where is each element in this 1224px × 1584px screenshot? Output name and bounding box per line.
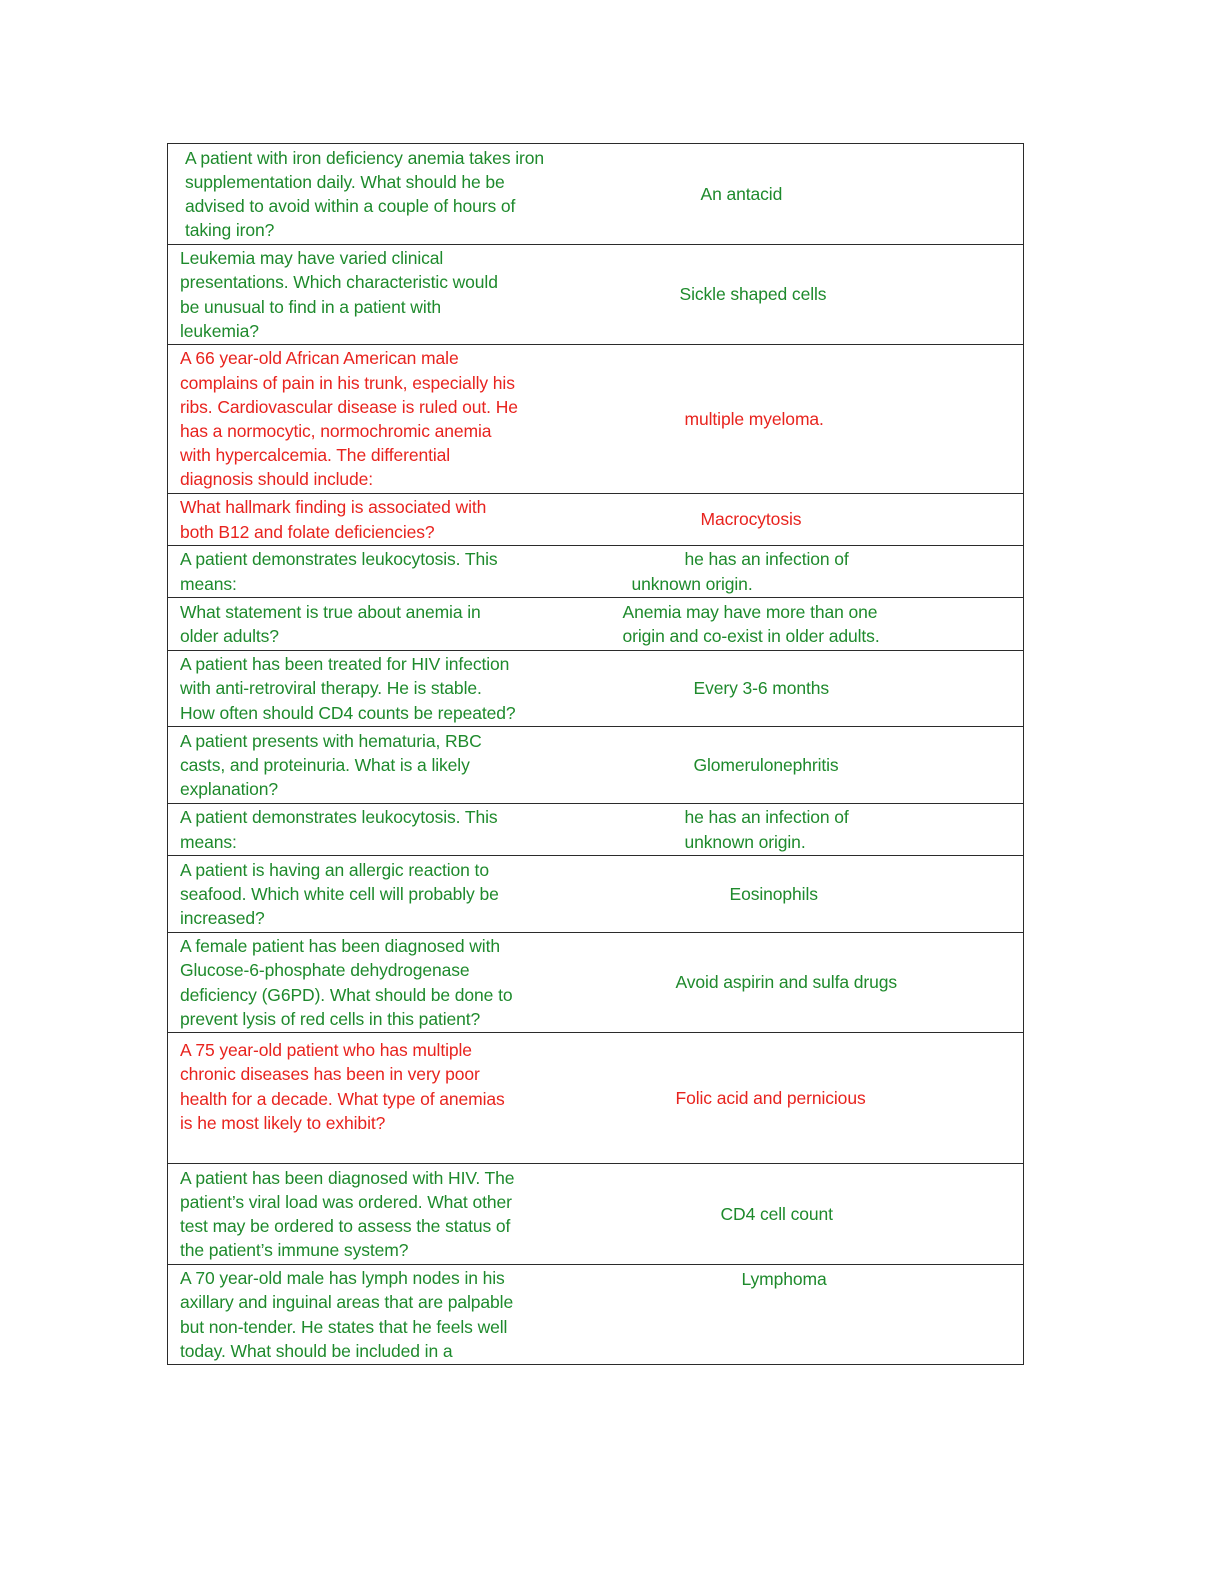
table-row — [168, 598, 1024, 651]
question-cell: A patient presents with hematuria, RBC casts, and proteinuria. What is a likely explanation? — [168, 727, 612, 804]
question-cell: A patient has been diagnosed with HIV. The patient’s viral load was ordered. What other test may be ordered to assess the status of the patient’s immune system? — [168, 1164, 612, 1265]
question-cell: A patient is having an allergic reaction to seafood. Which white cell will probably be increased? — [168, 856, 612, 933]
table-row — [168, 727, 1024, 804]
table-row — [168, 856, 1024, 933]
question-cell: A patient has been treated for HIV infection with anti-retroviral therapy. He is stable. How often should CD4 counts be repeated? — [168, 651, 612, 727]
answer-cell: Glomerulonephritis — [612, 727, 1024, 804]
answer-cell: Folic acid and pernicious — [612, 1033, 1024, 1164]
answer-cell: Every 3-6 months — [612, 651, 1024, 727]
answer-cell: Macrocytosis — [612, 494, 1024, 546]
answer-cell: CD4 cell count — [612, 1164, 1024, 1265]
answer-cell: multiple myeloma. — [612, 345, 1024, 494]
answer-cell: An antacid — [612, 144, 1024, 245]
answer-cell: he has an infection of unknown origin. — [612, 546, 1024, 598]
table-row — [168, 546, 1024, 598]
answer-cell: Avoid aspirin and sulfa drugs — [612, 933, 1024, 1033]
answer-cell: Eosinophils — [612, 856, 1024, 933]
table-row — [168, 1164, 1024, 1265]
question-cell: A patient demonstrates leukocytosis. This means: — [168, 804, 612, 856]
question-cell: What hallmark finding is associated with both B12 and folate deficiencies? — [168, 494, 612, 546]
answer-cell: he has an infection of unknown origin. — [612, 804, 1024, 856]
table-row — [168, 651, 1024, 727]
answer-cell: Anemia may have more than one origin and co-exist in older adults. — [612, 598, 1024, 651]
question-cell: A 75 year-old patient who has multiple chronic diseases has been in very poor health for a decade. What type of anemias is he most likely to exhibit? — [168, 1033, 612, 1164]
table-row — [168, 345, 1024, 494]
question-cell: Leukemia may have varied clinical presentations. Which characteristic would be unusual to find in a patient with leukemia? — [168, 245, 612, 345]
table-row — [168, 1265, 1024, 1365]
question-cell: A 66 year-old African American male complains of pain in his trunk, especially his ribs. Cardiovascular disease is ruled out. He has a normocytic, normochromic anemia with hypercalcemia. The differential diagnosis should include: — [168, 345, 612, 494]
answer-cell: Sickle shaped cells — [612, 245, 1024, 345]
question-cell: A patient with iron deficiency anemia takes iron supplementation daily. What should he be advised to avoid within a couple of hours of taking iron? — [168, 144, 612, 245]
question-cell: A 70 year-old male has lymph nodes in his axillary and inguinal areas that are palpable but non-tender. He states that he feels well today. What should be included in a — [168, 1265, 612, 1365]
qa-table — [167, 143, 1024, 1365]
question-cell: A female patient has been diagnosed with Glucose-6-phosphate dehydrogenase deficiency (G6PD). What should be done to prevent lysis of red cells in this patient? — [168, 933, 612, 1033]
question-cell: What statement is true about anemia in older adults? — [168, 598, 612, 651]
table-row — [168, 144, 1024, 245]
table-row — [168, 804, 1024, 856]
answer-cell: Lymphoma — [612, 1265, 1024, 1365]
table-row — [168, 1033, 1024, 1164]
table-row — [168, 494, 1024, 546]
question-cell: A patient demonstrates leukocytosis. This means: — [168, 546, 612, 598]
table-row — [168, 933, 1024, 1033]
table-row — [168, 245, 1024, 345]
